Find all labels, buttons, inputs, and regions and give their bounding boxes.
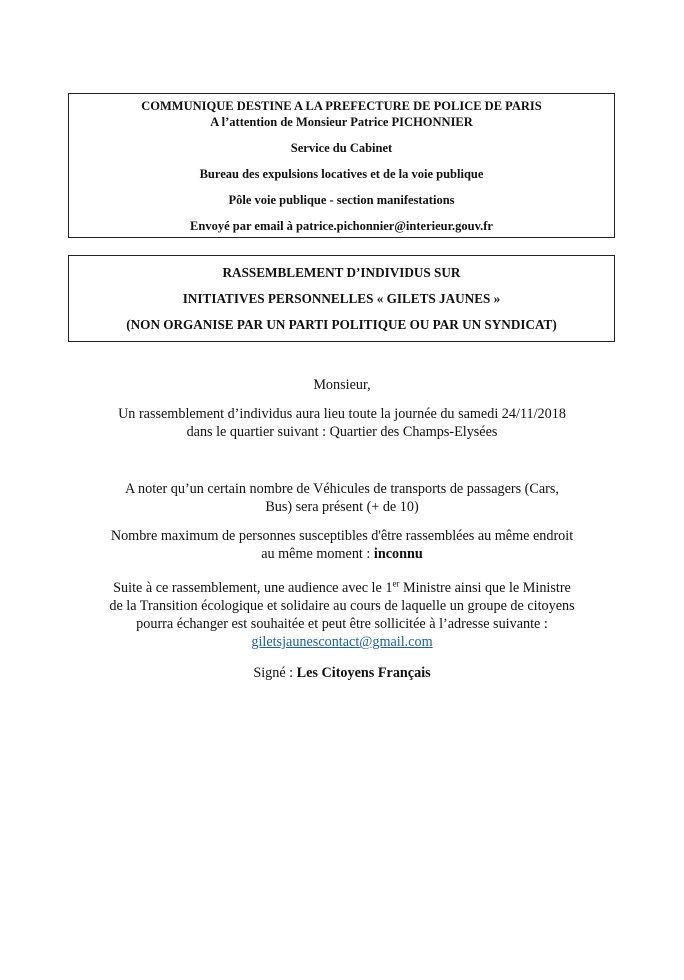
title-line-3: (NON ORGANISE PAR UN PARTI POLITIQUE OU PAR UN SYNDICAT)	[126, 317, 557, 332]
header-bureau-line: Bureau des expulsions locatives et de la voie publique	[199, 167, 484, 181]
paragraph-date-line: Un rassemblement d’individus aura lieu toute la journée du samedi 24/11/2018	[118, 406, 566, 422]
paragraph-attendance	[60, 527, 624, 563]
title-box	[68, 255, 615, 342]
header-recipient-line: COMMUNIQUE DESTINE A LA PREFECTURE DE POLICE DE PARIS	[141, 99, 542, 113]
ordinal-superscript: er	[392, 578, 400, 589]
paragraph-vehicles	[60, 480, 624, 516]
paragraph-audience-line-3: pourra échanger est souhaitée et peut être sollicitée à l’adresse suivante :	[136, 616, 548, 632]
title-line-1: RASSEMBLEMENT D’INDIVIDUS SUR	[222, 265, 461, 280]
header-attention-line: A l’attention de Monsieur Patrice PICHONNIER	[210, 115, 473, 129]
header-service-line: Service du Cabinet	[290, 141, 393, 155]
paragraph-location-line: dans le quartier suivant : Quartier des Champs-Elysées	[186, 424, 498, 440]
paragraph-attendance-line-1: Nombre maximum de personnes susceptibles d'être rassemblées au même endroit	[110, 528, 574, 544]
header-box	[68, 93, 615, 238]
paragraph-vehicles-line-1: A noter qu’un certain nombre de Véhicules de transports de passagers (Cars,	[125, 481, 559, 497]
paragraph-audience	[60, 579, 624, 651]
signature-name: Les Citoyens Français	[296, 665, 431, 681]
header-pole-line: Pôle voie publique - section manifestations	[228, 193, 455, 207]
signature-label: Signé :	[253, 665, 297, 681]
attendance-value: inconnu	[373, 546, 423, 562]
paragraph-audience-line-2: de la Transition écologique et solidaire au cours de laquelle un groupe de citoyens	[109, 598, 575, 614]
contact-email-link[interactable]: giletsjaunescontact@gmail.com	[251, 634, 433, 650]
paragraph-date-location	[60, 405, 624, 441]
paragraph-attendance-line-2	[60, 545, 624, 563]
salutation: Monsieur,	[313, 377, 371, 393]
paragraph-vehicles-line-2: Bus) sera présent (+ de 10)	[265, 499, 419, 515]
attendance-label: au même moment :	[261, 546, 374, 562]
signature	[60, 664, 624, 682]
title-line-2: INITIATIVES PERSONNELLES « GILETS JAUNES »	[182, 291, 501, 306]
header-email-line: Envoyé par email à patrice.pichonnier@interieur.gouv.fr	[190, 219, 493, 233]
paragraph-audience-line-1: Suite à ce rassemblement, une audience avec le 1er Ministre ainsi que le Ministre	[113, 578, 571, 596]
